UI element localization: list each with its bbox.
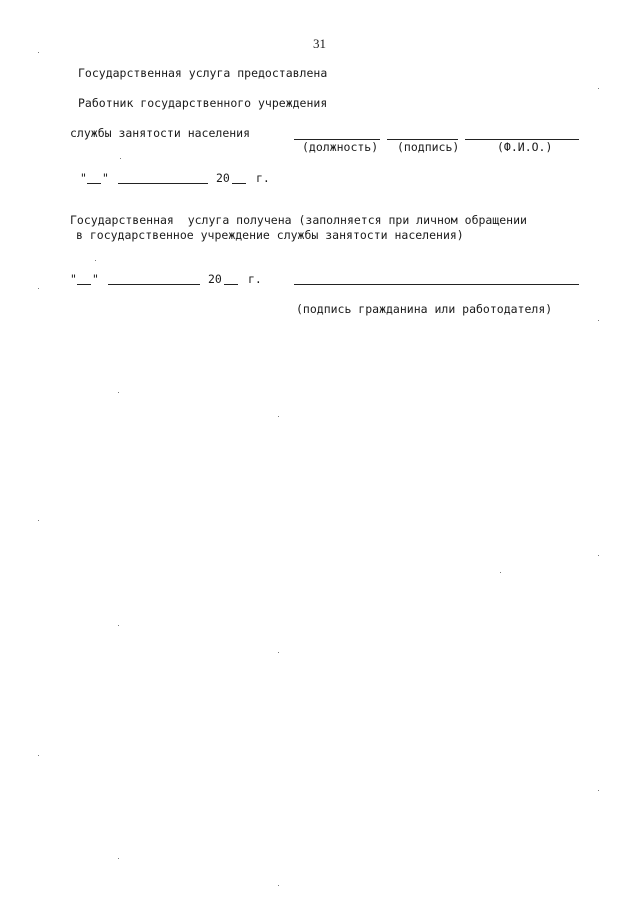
- page-number: 31: [313, 36, 326, 51]
- citizen-signature-caption: (подпись гражданина или работодателя): [296, 302, 553, 316]
- scan-speck: [38, 520, 39, 521]
- date1-day-field[interactable]: [87, 183, 101, 184]
- caption-name: (Ф.И.О.): [497, 140, 553, 154]
- scan-speck: [500, 572, 501, 573]
- scan-speck: [278, 885, 279, 886]
- date2-year-field[interactable]: [224, 284, 238, 285]
- scan-speck: [278, 652, 279, 653]
- scan-speck: [38, 52, 39, 53]
- service-received-line-2: в государственное учреждение службы занятости населения): [76, 228, 464, 242]
- scan-speck: [598, 555, 599, 556]
- date1-quote-close: ": [102, 171, 109, 185]
- date1-quote-open: ": [80, 171, 87, 185]
- scan-speck: [38, 288, 39, 289]
- scan-speck: [118, 858, 119, 859]
- citizen-signature-line[interactable]: [294, 284, 579, 285]
- scan-speck: [598, 790, 599, 791]
- date1-year-field[interactable]: [232, 183, 246, 184]
- scan-speck: [278, 416, 279, 417]
- worker-line-2: службы занятости населения: [70, 126, 251, 140]
- date2-quote-open: ": [70, 272, 77, 286]
- caption-position: (должность): [302, 140, 379, 154]
- service-provided-title: Государственная услуга предоставлена: [78, 66, 328, 80]
- date1-year-suffix: г.: [256, 171, 270, 185]
- scan-speck: [38, 755, 39, 756]
- scan-speck: [118, 625, 119, 626]
- date2-year-suffix: г.: [248, 272, 262, 286]
- worker-line-1: Работник государственного учреждения: [78, 96, 328, 110]
- scan-speck: [118, 392, 119, 393]
- date1-year-prefix: 20: [216, 171, 230, 185]
- scan-speck: [598, 88, 599, 89]
- date2-day-field[interactable]: [77, 284, 91, 285]
- service-received-line-1: Государственная услуга получена (заполняется при личном обращении: [70, 213, 527, 227]
- scan-speck: [598, 320, 599, 321]
- date2-year-prefix: 20: [208, 272, 222, 286]
- date2-quote-close: ": [92, 272, 99, 286]
- date1-month-field[interactable]: [118, 183, 208, 184]
- date2-month-field[interactable]: [108, 284, 200, 285]
- scan-speck: [120, 158, 121, 159]
- scan-speck: [95, 260, 96, 261]
- caption-signature: (подпись): [397, 140, 460, 154]
